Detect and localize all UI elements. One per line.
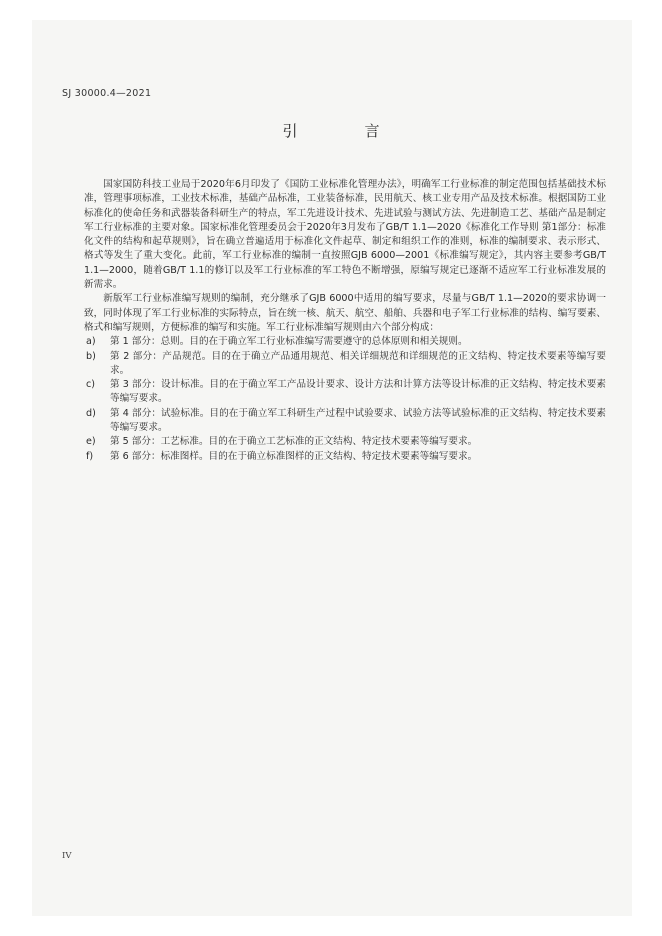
list-marker: f) [86,450,94,462]
parts-list [84,335,606,464]
list-marker: b) [86,350,96,362]
list-marker: e) [86,436,96,448]
list-item [84,407,606,436]
body-text [84,178,606,464]
list-item [84,378,606,407]
list-item [84,435,606,449]
list-marker: c) [86,379,96,391]
page-number: IV [62,851,72,861]
list-item [84,350,606,379]
standard-code: SJ 30000.4—2021 [62,88,152,99]
list-item-text: 第 3 部分：设计标准。目的在于确立军工产品设计要求、设计方法和计算方法等设计标准的正文结构、特定技术要素等编写要求。 [110,379,606,405]
paragraph: 国家国防科技工业局于2020年6月印发了《国防工业标准化管理办法》，明确军工行业标准的制定范围包括基础技术标准，管理事项标准，工业技术标准，基础产品标准，工业装备标准，民用航天、核工业专用产品及技术标准。根据国防工业标准化的使命任务和武器装备科研生产的特点，军工先进设计技术、先进试验与测试方法、先进制造工艺、基础产品是制定军工行业标准的主要对象。国家标准化管理委员会于2020年3月发布了GB/T 1.1—2020《标准化工作导则 第1部分：标准化文件的结构和起草规则》，旨在确立普遍适用于标准化文件起草、制定和组织工作的准则，标准的编制要求、表示形式、格式等发生了重大变化。此前，军工行业标准的编制一直按照GJB 6000—2001《标准编写规定》，其内容主要参考GB/T 1.1—2000，随着GB/T 1.1的修订以及军工行业标准的军工特色不断增强，原编写规定已逐渐不适应军工行业标准发展的新需求。 [84,179,606,291]
paragraph: 新版军工行业标准编写规则的编制，充分继承了GJB 6000中适用的编写要求，尽量与GB/T 1.1—2020的要求协调一致，同时体现了军工行业标准的实际特点，旨在统一核、航天、航空、船舶、兵器和电子军工行业标准的结构、编写要素、格式和编写规则，方便标准的编写和实施。军工行业标准编写规则由六个部分构成： [84,293,606,333]
list-item-text: 第 5 部分：工艺标准。目的在于确立工艺标准的正文结构、特定技术要素等编写要求。 [110,436,478,448]
list-item-text: 第 6 部分：标准图样。目的在于确立标准图样的正文结构、特定技术要素等编写要求。 [110,450,478,462]
document-page [32,20,632,916]
list-item [84,335,606,349]
list-marker: d) [86,407,96,419]
list-marker: a) [86,336,96,348]
list-item-text: 第 2 部分：产品规范。目的在于确立产品通用规范、相关详细规范和详细规范的正文结构、特定技术要素等编写要求。 [110,350,606,376]
list-item-text: 第 1 部分：总则。目的在于确立军工行业标准编写需要遵守的总体原则和相关规则。 [110,336,468,348]
page-title: 引 言 [282,122,406,140]
list-item [84,450,606,464]
list-item-text: 第 4 部分：试验标准。目的在于确立军工科研生产过程中试验要求、试验方法等试验标准的正文结构、特定技术要素等编写要求。 [110,407,606,434]
